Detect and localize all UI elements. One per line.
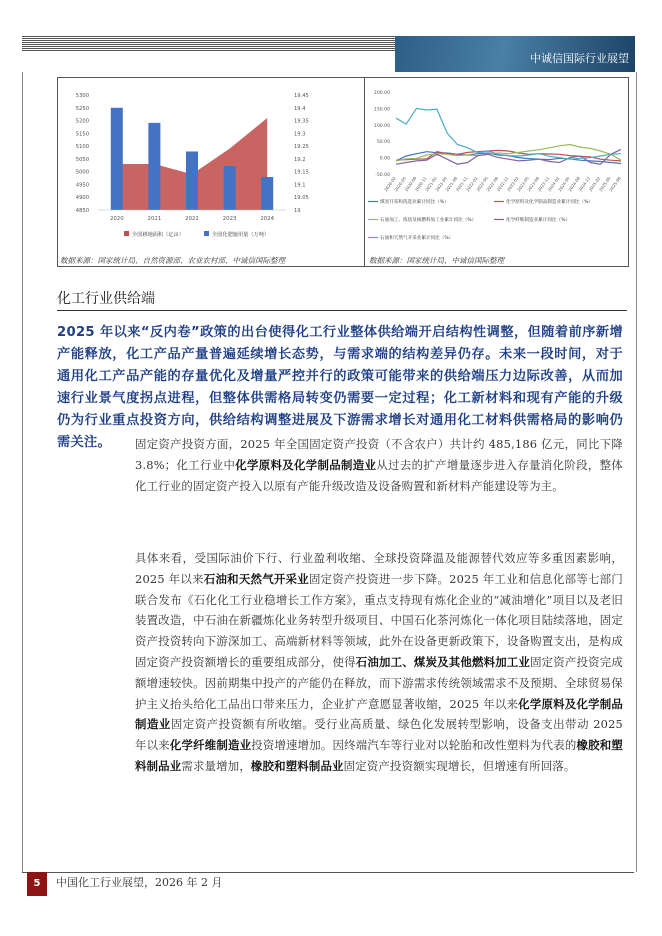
y-left-tick-label: 4950 [75,182,89,189]
x-tick-label: 2023-02 [505,175,520,193]
x-tick-label: 2024 [260,216,275,222]
x-tick-label: 2023 [222,216,237,222]
legend-swatch-farmland [124,231,129,236]
y-left-tick-label: 5000 [75,169,89,176]
chart-source-right: 数据来源：国家统计局，中诚信国际整理 [369,256,504,265]
y-left-tick-label: 5050 [75,156,89,163]
industry-term: 化学原料及化学制品制造业 [135,696,623,732]
y-tick-label: -50.00 [375,173,390,178]
industry-term: 橡胶和塑料制品业 [135,738,623,773]
frame-right [636,72,637,872]
legend-label: 化学纤维制造业累计同比（%） [506,218,571,223]
y-left-tick-label: 4900 [75,195,89,202]
industry-term: 化学原料及化学制品制造业 [235,457,377,472]
fixed-asset-investment-chart [366,78,628,250]
y-right-tick-label: 19.2 [294,156,306,163]
fertilizer-bar-2022 [186,151,198,210]
x-tick-label: 2021 [147,216,162,222]
legend-label-fertilizer: 全国化肥施用量（万吨） [212,232,270,238]
y-tick-label: 200.00 [373,91,390,96]
fertilizer-bar-2023 [224,166,236,210]
x-tick-label: 2023-05 [516,175,530,193]
x-tick-label: 2023-08 [526,175,541,193]
x-tick-label: 2025-05 [597,175,612,193]
industry-term: 橡胶和塑料制品业 [250,758,344,773]
y-left-tick-label: 5150 [75,131,89,138]
paragraph-investment-detail: 具体来看，受国际油价下行、行业盈利收缩、全球投资降温及能源替代效应等多重因素影响，2025 年以来石油和天然气开采业固定资产投资进一步下降。2025 年工业和信息化部等七部门联合发布《石化化工行业稳增长工作方案》，重点支持现有炼化企业的“减油增化”项目以及老旧装置改造，中石油在新疆炼化业务转型升级项目、中国石化茶河炼化一体化项目陆续落地，固定资产投资转向下游深加工、高端新材料等领域，此外在设备更新政策下，设备购置支出，是构成固定资产投资额增长的重要组成部分，使得石油加工、煤炭及其他燃料加工业固定资产投资完成额增速较快。因前期集中投产的产能仍在释放，而下游需求传统领域需求不及预期、全球贸易保护主义抬头给化工品出口带来压力，企业扩产意愿显著收缩，2025 年以来化学原料及化学制品制造业固定资产投资额有所收缩。受行业高质量、绿色化发展转型影响，设备支出带动 2025 年以来化学纤维制造业投资增速增加。因终端汽车等行业对以轮胎和改性塑料为代表的橡胶和塑料制品业需求量增加，橡胶和塑料制品业固定资产投资额实现增长，但增速有所回落。 [135,551,623,773]
figure-border-bottom [57,266,629,267]
legend-label: 石油加工、炼焦及核燃料加工业累计同比（%） [380,218,477,223]
footer-text: 中国化工行业展望，2026 年 2 月 [56,876,223,889]
legend-label: 煤炭开采和洗选业累计同比（%） [380,200,449,205]
industry-term: 石油加工、煤炭及其他燃料加工业 [355,654,531,669]
x-tick-label: 2024-11 [577,175,592,193]
section-heading-rule [57,310,627,311]
y-tick-label: 150.00 [373,107,390,113]
page-number: 5 [27,872,47,896]
section-heading: 化工行业供给端 [57,291,155,307]
y-right-tick-label: 19.15 [294,169,309,176]
x-tick-label: 2022-05 [475,175,489,193]
x-tick-label: 2024-08 [567,175,581,193]
x-tick-label: 2022-08 [485,175,500,193]
x-tick-label: 2024-02 [546,175,561,193]
y-tick-label: 50.00 [376,140,390,146]
y-right-tick-label: 19.45 [294,93,309,99]
x-tick-label: 2025-08 [608,175,622,193]
y-right-tick-label: 19.05 [294,195,309,202]
fertilizer-bar-2020 [111,108,123,210]
x-tick-label: 2022 [185,216,199,222]
x-tick-label: 2021-11 [454,175,469,193]
x-tick-label: 2020-05 [393,175,408,193]
y-right-tick-label: 19.3 [294,131,306,138]
y-tick-label: 100.00 [373,123,390,129]
footer-rule [22,872,634,873]
x-tick-label: 2025-02 [587,175,602,193]
y-left-tick-label: 4850 [75,208,89,214]
figure-border-right [628,77,629,267]
y-right-tick-label: 19 [294,208,301,214]
legend-label: 化学原料及化学制品制造业累计同比（%） [506,200,594,205]
paragraph-investment-overview: 固定资产投资方面，2025 年全国固定资产投资（不含农户）共计约 485,186 亿元，同比下降 3.8%；化工行业中化学原料及化学制品制造业从过去的扩产增量逐步进入存量消化阶段，整体化工行业的固定资产投入以原有产能升级改造及设备购置和新材料产能建设等为主。 [135,437,623,493]
legend-label-farmland: 全国耕地面积（亿亩） [132,232,184,238]
x-tick-label: 2020-11 [413,175,428,193]
legend-swatch-fertilizer [204,231,209,236]
x-tick-label: 2022-02 [464,175,479,193]
x-tick-label: 2022-11 [495,175,510,193]
x-tick-label: 2021-02 [424,175,438,193]
x-tick-label: 2024-05 [556,175,571,193]
industry-term: 化学纤维制造业 [169,738,252,753]
figure-divider [364,77,365,267]
y-left-tick-label: 5250 [75,105,89,112]
section-lead-summary: 2025 年以来“反内卷”政策的出台使得化工行业整体供给端开启结构性调整，但随着前序新增产能释放，化工产品产量普遍延续增长态势，与需求端的结构差异仍存。未来一段时间，对于通用化工产品产能的存量优化及增量严控并行的政策可能带来的供给端压力边际改善，从而加速行业景气度拐点进程，但整体供需格局转变仍需要一定过程；化工新材料和现有产能的升级仍为行业重点投资方向，供给结构调整进展及下游需求增长对通用化工材料供需格局的影响仍需关注。 [57,325,623,450]
fertilizer-bar-2024 [261,177,273,210]
chart-source-left: 数据来源：国家统计局、自然资源部、农业农村部，中诚信国际整理 [60,256,285,265]
x-tick-label: 2021-08 [444,175,459,193]
y-right-tick-label: 19.4 [294,105,306,112]
x-tick-label: 2021-05 [434,175,448,193]
y-right-tick-label: 19.1 [294,182,306,189]
y-right-tick-label: 19.25 [294,144,309,151]
x-tick-label: 2020 [109,216,124,222]
y-left-tick-label: 5300 [75,93,89,99]
x-tick-label: 2023-11 [536,175,551,193]
industry-term: 石油和天然气开采业 [203,571,309,586]
x-tick-label: 2020-08 [403,175,418,193]
fertilizer-farmland-chart [58,78,363,250]
y-left-tick-label: 5200 [75,118,89,125]
frame-left [22,72,23,872]
legend-label: 石油和天然气开采业累计同比（%） [380,236,454,241]
fertilizer-bar-2021 [148,123,160,210]
y-tick-label: 0.00 [379,156,390,162]
x-tick-label: 2020-02 [383,175,397,193]
y-right-tick-label: 19.35 [294,118,309,125]
y-left-tick-label: 5100 [75,144,89,151]
header-title: 中诚信国际行业展望 [530,52,629,65]
